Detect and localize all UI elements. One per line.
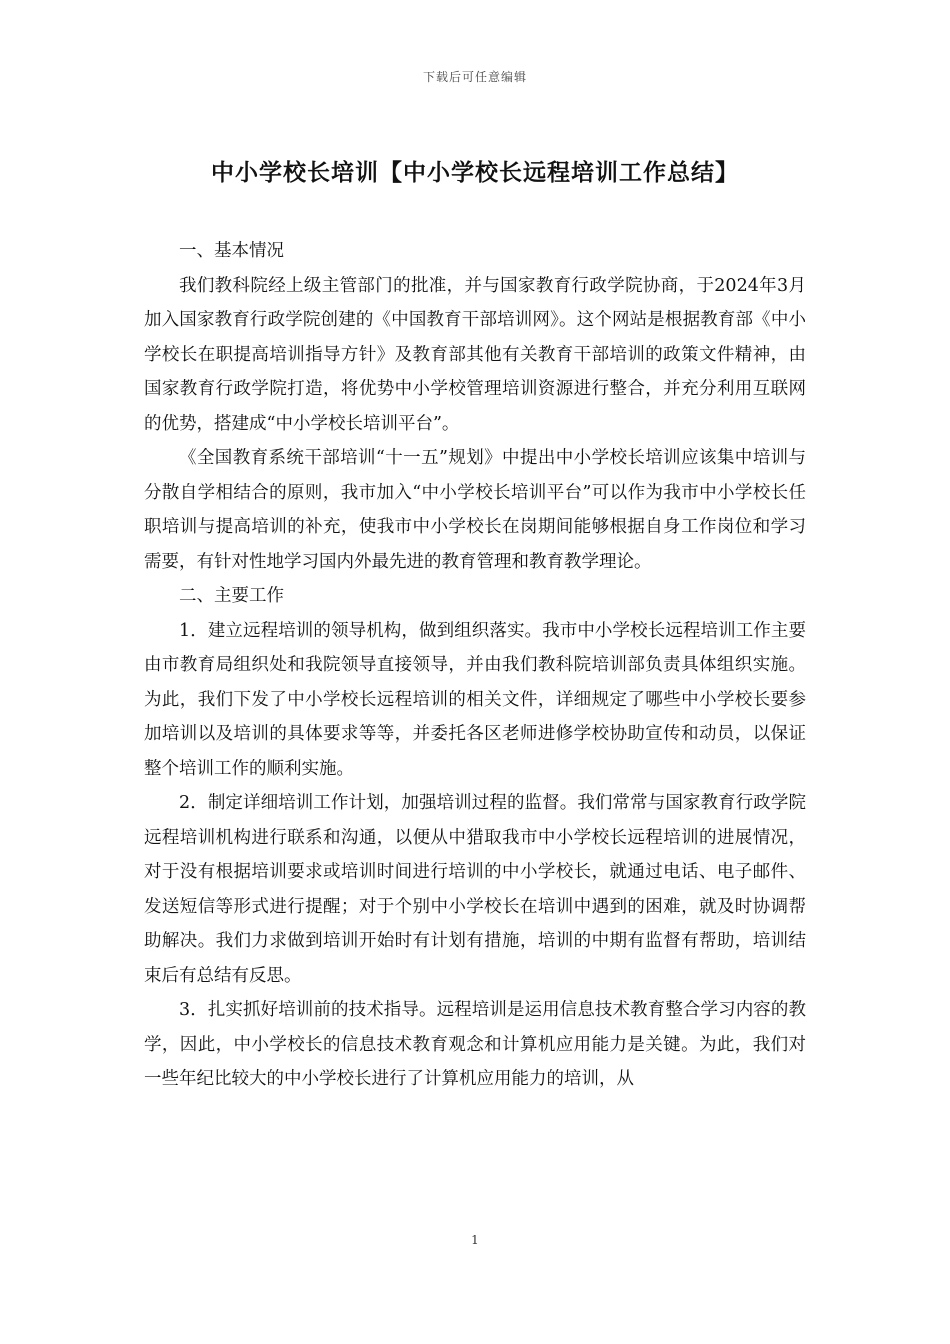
paragraph: 我们教科院经上级主管部门的批准，并与国家教育行政学院协商，于2024年3月加入国家教育行政学院创建的《中国教育干部培训网》。这个网站是根据教育部《中小学校长在职提高培训指导方针》及教育部其他有关教育干部培训的政策文件精神，由国家教育行政学院打造，将优势中小学校管理培训资源进行整合，并充分利用互联网的优势，搭建成“中小学校长培训平台”。 [144,275,806,434]
document-body [144,234,806,1097]
paragraph: 1．建立远程培训的领导机构，做到组织落实。我市中小学校长远程培训工作主要由市教育局组织处和我院领导直接领导，并由我们教科院培训部负责具体组织实施。为此，我们下发了中小学校长远程培训的相关文件，详细规定了哪些中小学校长要参加培训以及培训的具体要求等等，并委托各区老师进修学校协助宣传和动员，以保证整个培训工作的顺利实施。 [144,620,806,779]
paragraph: 3．扎实抓好培训前的技术指导。远程培训是运用信息技术教育整合学习内容的教学，因此，中小学校长的信息技术教育观念和计算机应用能力是关键。为此，我们对一些年纪比较大的中小学校长进行了计算机应用能力的培训，从 [144,1000,806,1089]
page-number: 1 [471,1233,479,1247]
paragraph: 《全国教育系统干部培训“十一五”规划》中提出中小学校长培训应该集中培训与分散自学相结合的原则，我市加入“中小学校长培训平台”可以作为我市中小学校长任职培训与提高培训的补充，使我市中小学校长在岗期间能够根据自身工作岗位和学习需要，有针对性地学习国内外最先进的教育管理和教育教学理论。 [144,448,806,572]
paragraph: 2．制定详细培训工作计划，加强培训过程的监督。我们常常与国家教育行政学院远程培训机构进行联系和沟通，以便从中猎取我市中小学校长远程培训的进展情况，对于没有根据培训要求或培训时间进行培训的中小学校长，就通过电话、电子邮件、发送短信等形式进行提醒；对于个别中小学校长在培训中遇到的困难，就及时协调帮助解决。我们力求做到培训开始时有计划有措施，培训的中期有监督有帮助，培训结束后有总结有反思。 [144,793,806,986]
section-heading-basic-situation: 一、基本情况 [179,241,284,261]
section-heading-main-work: 二、主要工作 [179,586,284,606]
document-title: 中小学校长培训【中小学校长远程培训工作总结】 [211,159,739,186]
header-note: 下载后可任意编辑 [422,70,527,84]
